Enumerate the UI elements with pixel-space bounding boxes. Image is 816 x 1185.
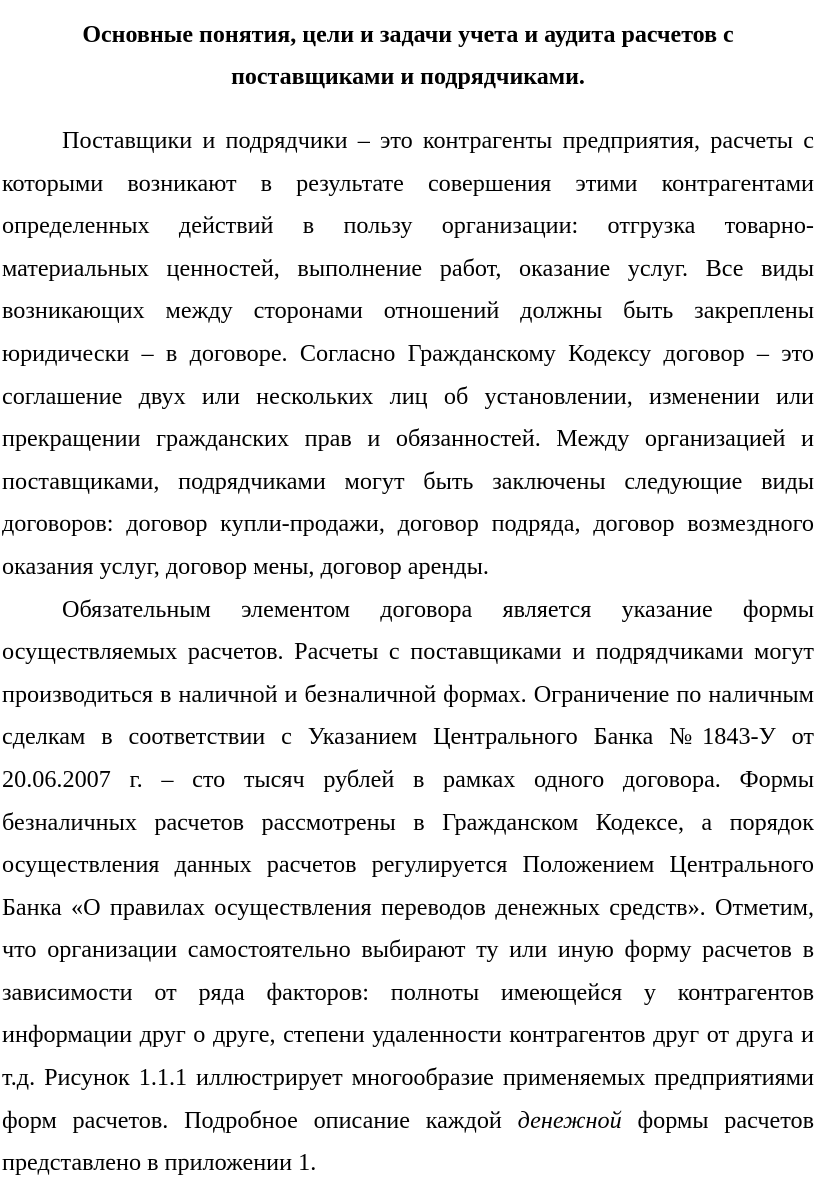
- paragraph-2-text-end: формы расчетов представлено в приложении 1.: [2, 1106, 815, 1177]
- paragraph-2: [2, 589, 814, 1185]
- title-line-1: Основные понятия, цели и задачи учета и аудита расчетов с: [82, 22, 734, 48]
- paragraph-2-emphasis: денежной: [517, 1106, 622, 1134]
- paragraph-1: Поставщики и подрядчики – это контрагенты предприятия, расчеты с которыми возникают в результате совершения этими контрагентами определенных действий в пользу организации: отгрузка товарно-материальных ценностей, выполнение работ, оказание услуг. Все виды возникающих между сторонами отношений должны быть закреплены юридически – в договоре. Согласно Гражданскому Кодексу договор – это соглашение двух или нескольких лиц об установлении, изменении или прекращении гражданских прав и обязанностей. Между организацией и поставщиками, подрядчиками могут быть заключены следующие виды договоров: договор купли-продажи, договор подряда, договор возмездного оказания услуг, договор мены, договор аренды.: [2, 127, 814, 580]
- document-title: [2, 14, 814, 98]
- title-line-2: поставщиками и подрядчиками.: [231, 64, 585, 90]
- paragraph-2-text-start: Обязательным элементом договора является указание формы осуществляемых расчетов. Расчеты с поставщиками и подрядчиками могут производиться в наличной и безналичной формах. Ограничение по наличным сделкам в соответствии с Указанием Центрального Банка №1843-У от 20.06.2007 г. – сто тысяч рублей в рамках одного договора. Формы безналичных расчетов рассмотрены в Гражданском Кодексе, а порядок осуществления данных расчетов регулируется Положением Центрального Банка «О правилах осуществления переводов денежных средств». Отметим, что организации самостоятельно выбирают ту или иную форму расчетов в зависимости от ряда факторов: полноты имеющейся у контрагентов информации друг о друге, степени удаленности контрагентов друг от друга и т.д. Рисунок 1.1.1 иллюстрирует многообразие применяемых предприятиями форм расчетов. Подробное описание каждой: [2, 595, 814, 1134]
